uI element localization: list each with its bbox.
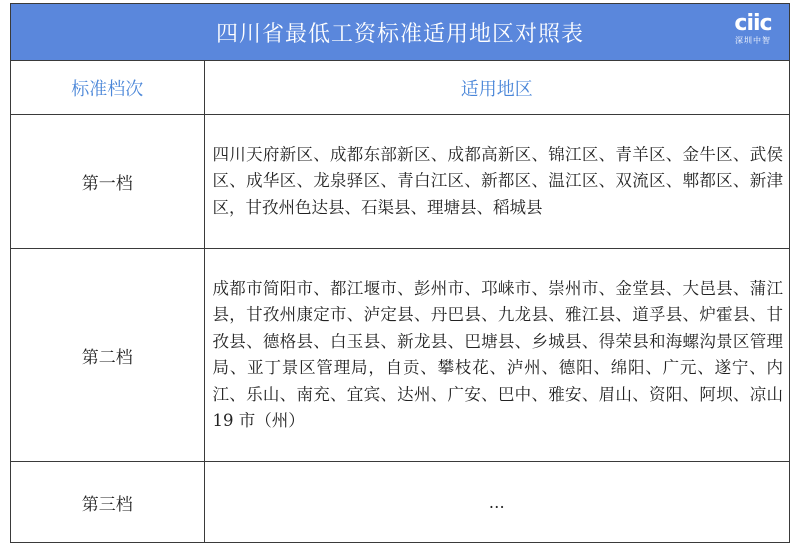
header-tier: 标准档次 bbox=[11, 61, 204, 115]
region-list: 四川天府新区、成都东部新区、成都高新区、锦江区、青羊区、金牛区、武侯区、成华区、龙泉驿区、青白江区、新都区、温江区、双流区、郫都区、新津区，甘孜州色达县、石渠县、理塘县、稻城县 bbox=[204, 115, 789, 249]
wage-standard-table-frame bbox=[10, 3, 790, 543]
table-title: 四川省最低工资标准适用地区对照表 bbox=[215, 21, 584, 47]
region-list-ellipsis: … bbox=[204, 462, 789, 543]
table-row bbox=[11, 115, 789, 249]
region-list: 成都市简阳市、都江堰市、彭州市、邛崃市、崇州市、金堂县、大邑县、蒲江县，甘孜州康定市、泸定县、丹巴县、九龙县、雅江县、道孚县、炉霍县、甘孜县、德格县、白玉县、新龙县、巴塘县、乡城县、得荣县和海螺沟景区管理局、亚丁景区管理局，自贡、攀枝花、泸州、德阳、绵阳、广元、遂宁、内江、乐山、南充、宜宾、达州、广安、巴中、雅安、眉山、资阳、阿坝、凉山 19 市（州） bbox=[204, 249, 789, 462]
table-title-bar bbox=[11, 4, 789, 60]
tier-label: 第二档 bbox=[11, 249, 204, 462]
logo-subtext: 深圳中智 bbox=[735, 36, 771, 45]
table-row bbox=[11, 462, 789, 543]
header-regions: 适用地区 bbox=[204, 61, 789, 115]
table-row bbox=[11, 249, 789, 462]
wage-standard-table bbox=[11, 60, 789, 543]
logo-mark: ciic bbox=[734, 11, 772, 36]
tier-label: 第三档 bbox=[11, 462, 204, 543]
table-header-row bbox=[11, 61, 789, 115]
tier-label: 第一档 bbox=[11, 115, 204, 249]
ciic-logo bbox=[727, 12, 779, 52]
